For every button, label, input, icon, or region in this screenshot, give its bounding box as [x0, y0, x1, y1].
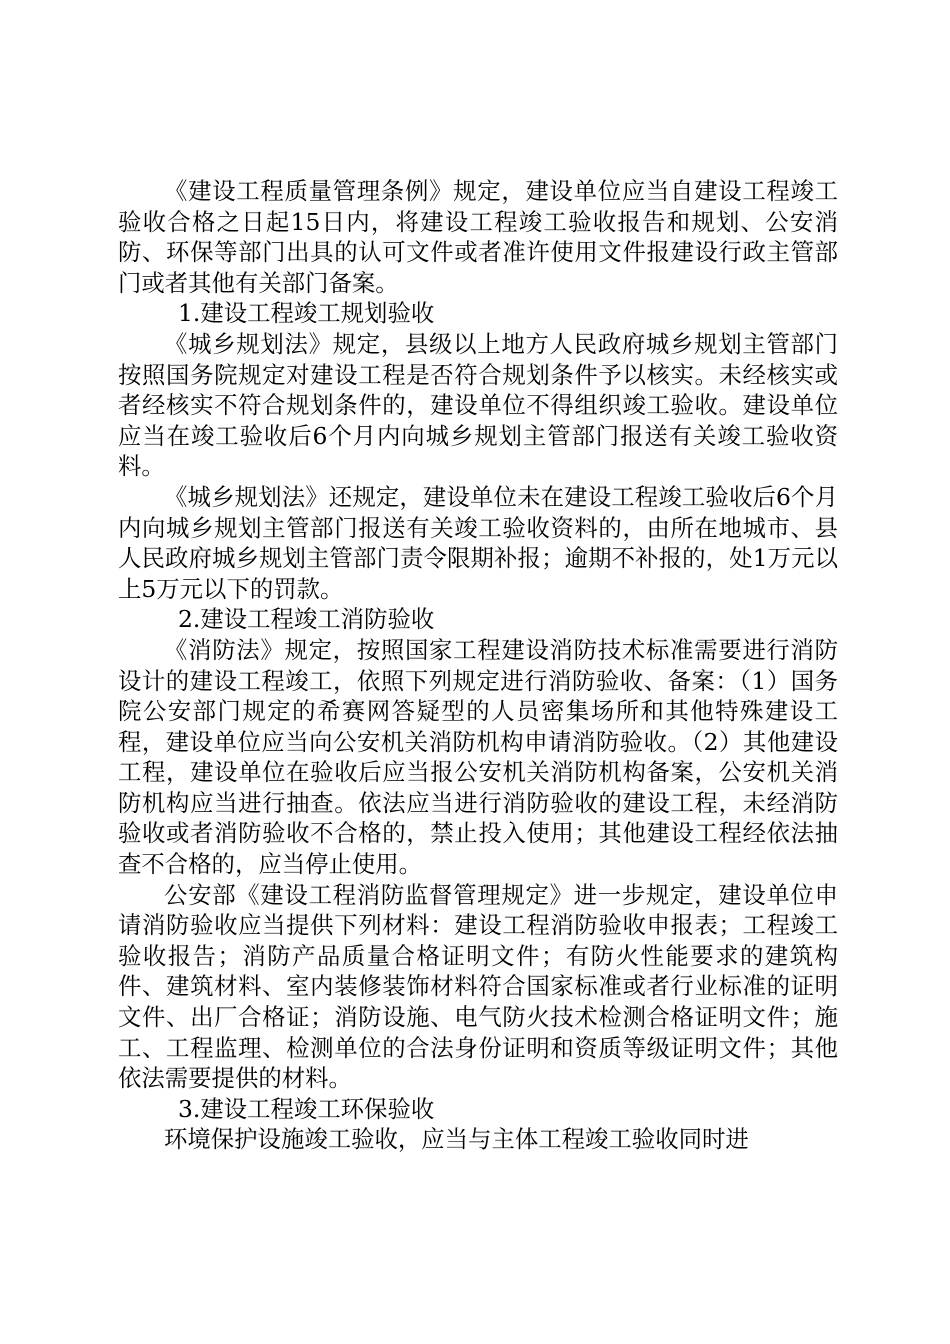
heading-fire-acceptance: 2.建设工程竣工消防验收 [178, 605, 435, 634]
paragraph-quality-regulation: 《建设工程质量管理条例》规定，建设单位应当自建设工程竣工验收合格之日起15日内，将建设工程竣工验收报告和规划、公安消防、环保等部门出具的认可文件或者准许使用文件报建设行政主管部门或者其他有关部门备案。 [118, 177, 838, 297]
heading-environmental-acceptance: 3.建设工程竣工环保验收 [178, 1094, 435, 1123]
paragraph-environmental: 环境保护设施竣工验收，应当与主体工程竣工验收同时进 [164, 1125, 749, 1154]
paragraph-planning-law-1: 《城乡规划法》规定，县级以上地方人民政府城乡规划主管部门按照国务院规定对建设工程是否符合规划条件予以核实。未经核实或者经核实不符合规划条件的，建设单位不得组织竣工验收。建设单位应当在竣工验收后6个月内向城乡规划主管部门报送有关竣工验收资料。 [118, 329, 838, 481]
paragraph-fire-supervision: 公安部《建设工程消防监督管理规定》进一步规定，建设单位申请消防验收应当提供下列材料：建设工程消防验收申报表；工程竣工验收报告；消防产品质量合格证明文件；有防火性能要求的建筑构件、建筑材料、室内装修装饰材料符合国家标准或者行业标准的证明文件、出厂合格证；消防设施、电气防火技术检测合格证明文件；施工、工程监理、检测单位的合法身份证明和资质等级证明文件；其他依法需要提供的材料。 [118, 880, 838, 1093]
paragraph-planning-law-2: 《城乡规划法》还规定，建设单位未在建设工程竣工验收后6个月内向城乡规划主管部门报送有关竣工验收资料的，由所在地城市、县人民政府城乡规划主管部门责令限期补报；逾期不补报的，处1万元以上5万元以下的罚款。 [118, 482, 838, 603]
document-body [118, 176, 838, 1155]
heading-planning-acceptance: 1.建设工程竣工规划验收 [178, 299, 435, 328]
paragraph-fire-law: 《消防法》规定，按照国家工程建设消防技术标准需要进行消防设计的建设工程竣工，依照下列规定进行消防验收、备案：（1）国务院公安部门规定的希赛网答疑型的人员密集场所和其他特殊建设工程，建设单位应当向公安机关消防机构申请消防验收。（2）其他建设工程，建设单位在验收后应当报公安机关消防机构备案，公安机关消防机构应当进行抽查。依法应当进行消防验收的建设工程，未经消防验收或者消防验收不合格的，禁止投入使用；其他建设工程经依法抽查不合格的，应当停止使用。 [118, 635, 838, 879]
